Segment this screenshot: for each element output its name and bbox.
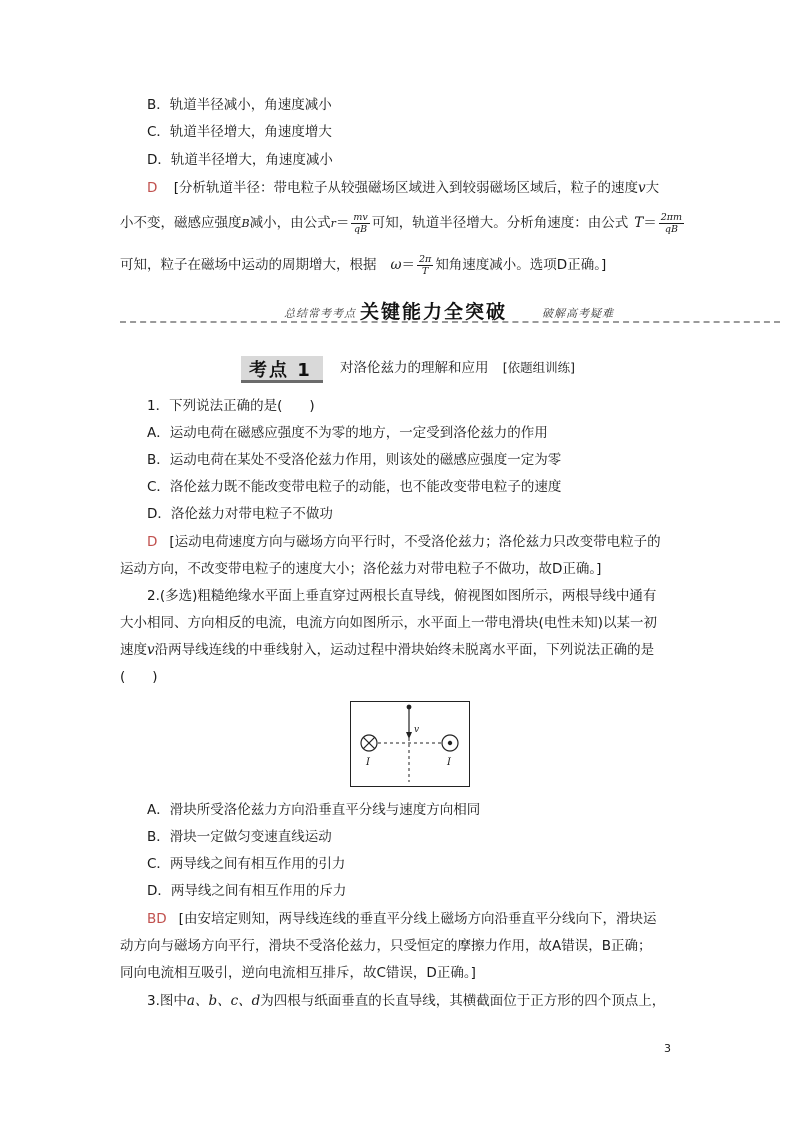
fraction-numerator: 2πm [660, 211, 683, 223]
analysis-line-3 [120, 252, 606, 278]
section-banner [120, 296, 780, 326]
analysis-text: [分析轨道半径：带电粒子从较强磁场区域进入到较弱磁场区域后，粒子的速度 [173, 180, 638, 196]
fraction-numerator: mv [353, 211, 368, 223]
analysis-line-1 [147, 178, 659, 198]
q2-option-c: C．两导线之间有相互作用的引力 [147, 856, 346, 872]
wire-labels: a、b、c、d [186, 993, 261, 1009]
q1-stem: 1．下列说法正确的是( ) [147, 398, 315, 414]
kaodian-badge [241, 356, 323, 383]
fraction-2pi-t [417, 254, 433, 277]
var-v: v [637, 180, 646, 196]
fraction-2pim-qb [659, 212, 684, 235]
q2-option-d: D．两导线之间有相互作用的斥力 [147, 883, 347, 899]
kaodian-title [340, 358, 575, 378]
option-d: D．轨道半径增大，角速度减小 [147, 152, 333, 168]
page-number: 3 [664, 1042, 671, 1055]
banner-divider [120, 321, 780, 323]
equals-sign: ＝ [401, 257, 416, 273]
answer-label: D [147, 534, 158, 550]
analysis-text: 知角速度减小。选项D正确。] [435, 257, 607, 273]
slider-dot [407, 705, 412, 710]
q1-explanation-line-2: 运动方向，不改变带电粒子的速度大小；洛伦兹力对带电粒子不做功，故D正确。] [120, 561, 602, 577]
analysis-text: 可知，轨道半径增大。分析角速度：由公式 [371, 215, 629, 231]
fraction-mv-qb [351, 212, 369, 235]
q1-option-d: D．洛伦兹力对带电粒子不做功 [147, 506, 333, 522]
answer-label: BD [147, 911, 167, 927]
analysis-text: 大 [645, 180, 660, 196]
q2-stem-line-4: ( ) [120, 669, 158, 685]
q2-stem-line-3 [120, 640, 654, 660]
q1-explanation-line-1 [147, 532, 661, 552]
q1-option-a: A．运动电荷在磁感应强度不为零的地方，一定受到洛伦兹力的作用 [147, 425, 548, 441]
stem-text: 沿两导线连线的中垂线射入，运动过程中滑块始终未脱离水平面，下列说法正确的是 [154, 642, 655, 658]
q3-stem [147, 991, 665, 1011]
current-label-left: I [366, 757, 370, 768]
answer-label: D [147, 180, 158, 196]
explanation-text: [运动电荷速度方向与磁场方向平行时，不受洛伦兹力；洛伦兹力只改变带电粒子的 [169, 534, 661, 550]
banner-title: 关键能力全突破 [360, 301, 508, 323]
velocity-arrowhead [406, 732, 412, 739]
q1-option-c: C．洛伦兹力既不能改变带电粒子的动能，也不能改变带电粒子的速度 [147, 479, 562, 495]
var-t: T [634, 215, 644, 231]
kaodian-title-text: 对洛伦兹力的理解和应用 [340, 360, 489, 376]
velocity-label: v [414, 725, 420, 735]
fraction-denominator: qB [354, 223, 368, 235]
q2-explanation-line-1 [147, 909, 656, 929]
var-b: B [241, 217, 250, 230]
banner-left-text: 总结常考考点 [284, 307, 356, 320]
fraction-denominator: T [421, 265, 429, 277]
equals-sign: ＝ [643, 215, 657, 231]
option-c: C．轨道半径增大，角速度增大 [147, 124, 332, 140]
var-r: r [330, 217, 336, 230]
equals-sign: ＝ [335, 215, 350, 231]
stem-text: 为四根与纸面垂直的长直导线，其横截面位于正方形的四个顶点上， [260, 993, 666, 1009]
q1-option-b: B．运动电荷在某处不受洛伦兹力作用，则该处的磁感应强度一定为零 [147, 452, 562, 468]
analysis-text: 减小，由公式 [249, 215, 331, 231]
stem-text: 速度 [120, 642, 147, 658]
fraction-numerator: 2π [419, 253, 432, 265]
current-label-right: I [447, 757, 451, 768]
q2-option-b: B．滑块一定做匀变速直线运动 [147, 829, 332, 845]
q2-stem-line-2: 大小相同、方向相反的电流，电流方向如图所示，水平面上一带电滑块(电性未知)以某一初 [120, 615, 658, 631]
kaodian-label: 考点 1 [249, 360, 312, 381]
q2-explanation-line-2: 动方向与磁场方向平行，滑块不受洛伦兹力，只受恒定的摩擦力作用，故A错误，B正确； [120, 938, 652, 954]
var-v: v [147, 642, 155, 658]
wire-diagram-svg [351, 702, 468, 785]
dot-mark [448, 741, 452, 745]
q2-option-a: A．滑块所受洛伦兹力方向沿垂直平分线与速度方向相同 [147, 802, 481, 818]
q2-explanation-line-3: 同向电流相互吸引，逆向电流相互排斥，故C错误，D正确。] [120, 965, 476, 981]
banner-right-text: 破解高考疑难 [542, 307, 614, 320]
option-b: B．轨道半径减小，角速度减小 [147, 97, 332, 113]
analysis-text: 小不变，磁感应强度 [120, 215, 242, 231]
analysis-text: 可知，粒子在磁场中运动的周期增大，根据 [120, 257, 377, 273]
stem-text: 3.图中 [147, 993, 187, 1009]
fraction-denominator: qB [664, 223, 678, 235]
q2-stem-line-1: 2.(多选)粗糙绝缘水平面上垂直穿过两根长直导线，俯视图如图所示，两根导线中通有 [147, 588, 657, 604]
wire-diagram [350, 701, 470, 787]
analysis-line-2 [120, 210, 686, 237]
kaodian-tag: [依题组训练] [502, 360, 576, 375]
explanation-text: [由安培定则知，两导线连线的垂直平分线上磁场方向沿垂直平分线向下，滑块运 [178, 911, 657, 927]
var-omega: ω [390, 257, 402, 273]
